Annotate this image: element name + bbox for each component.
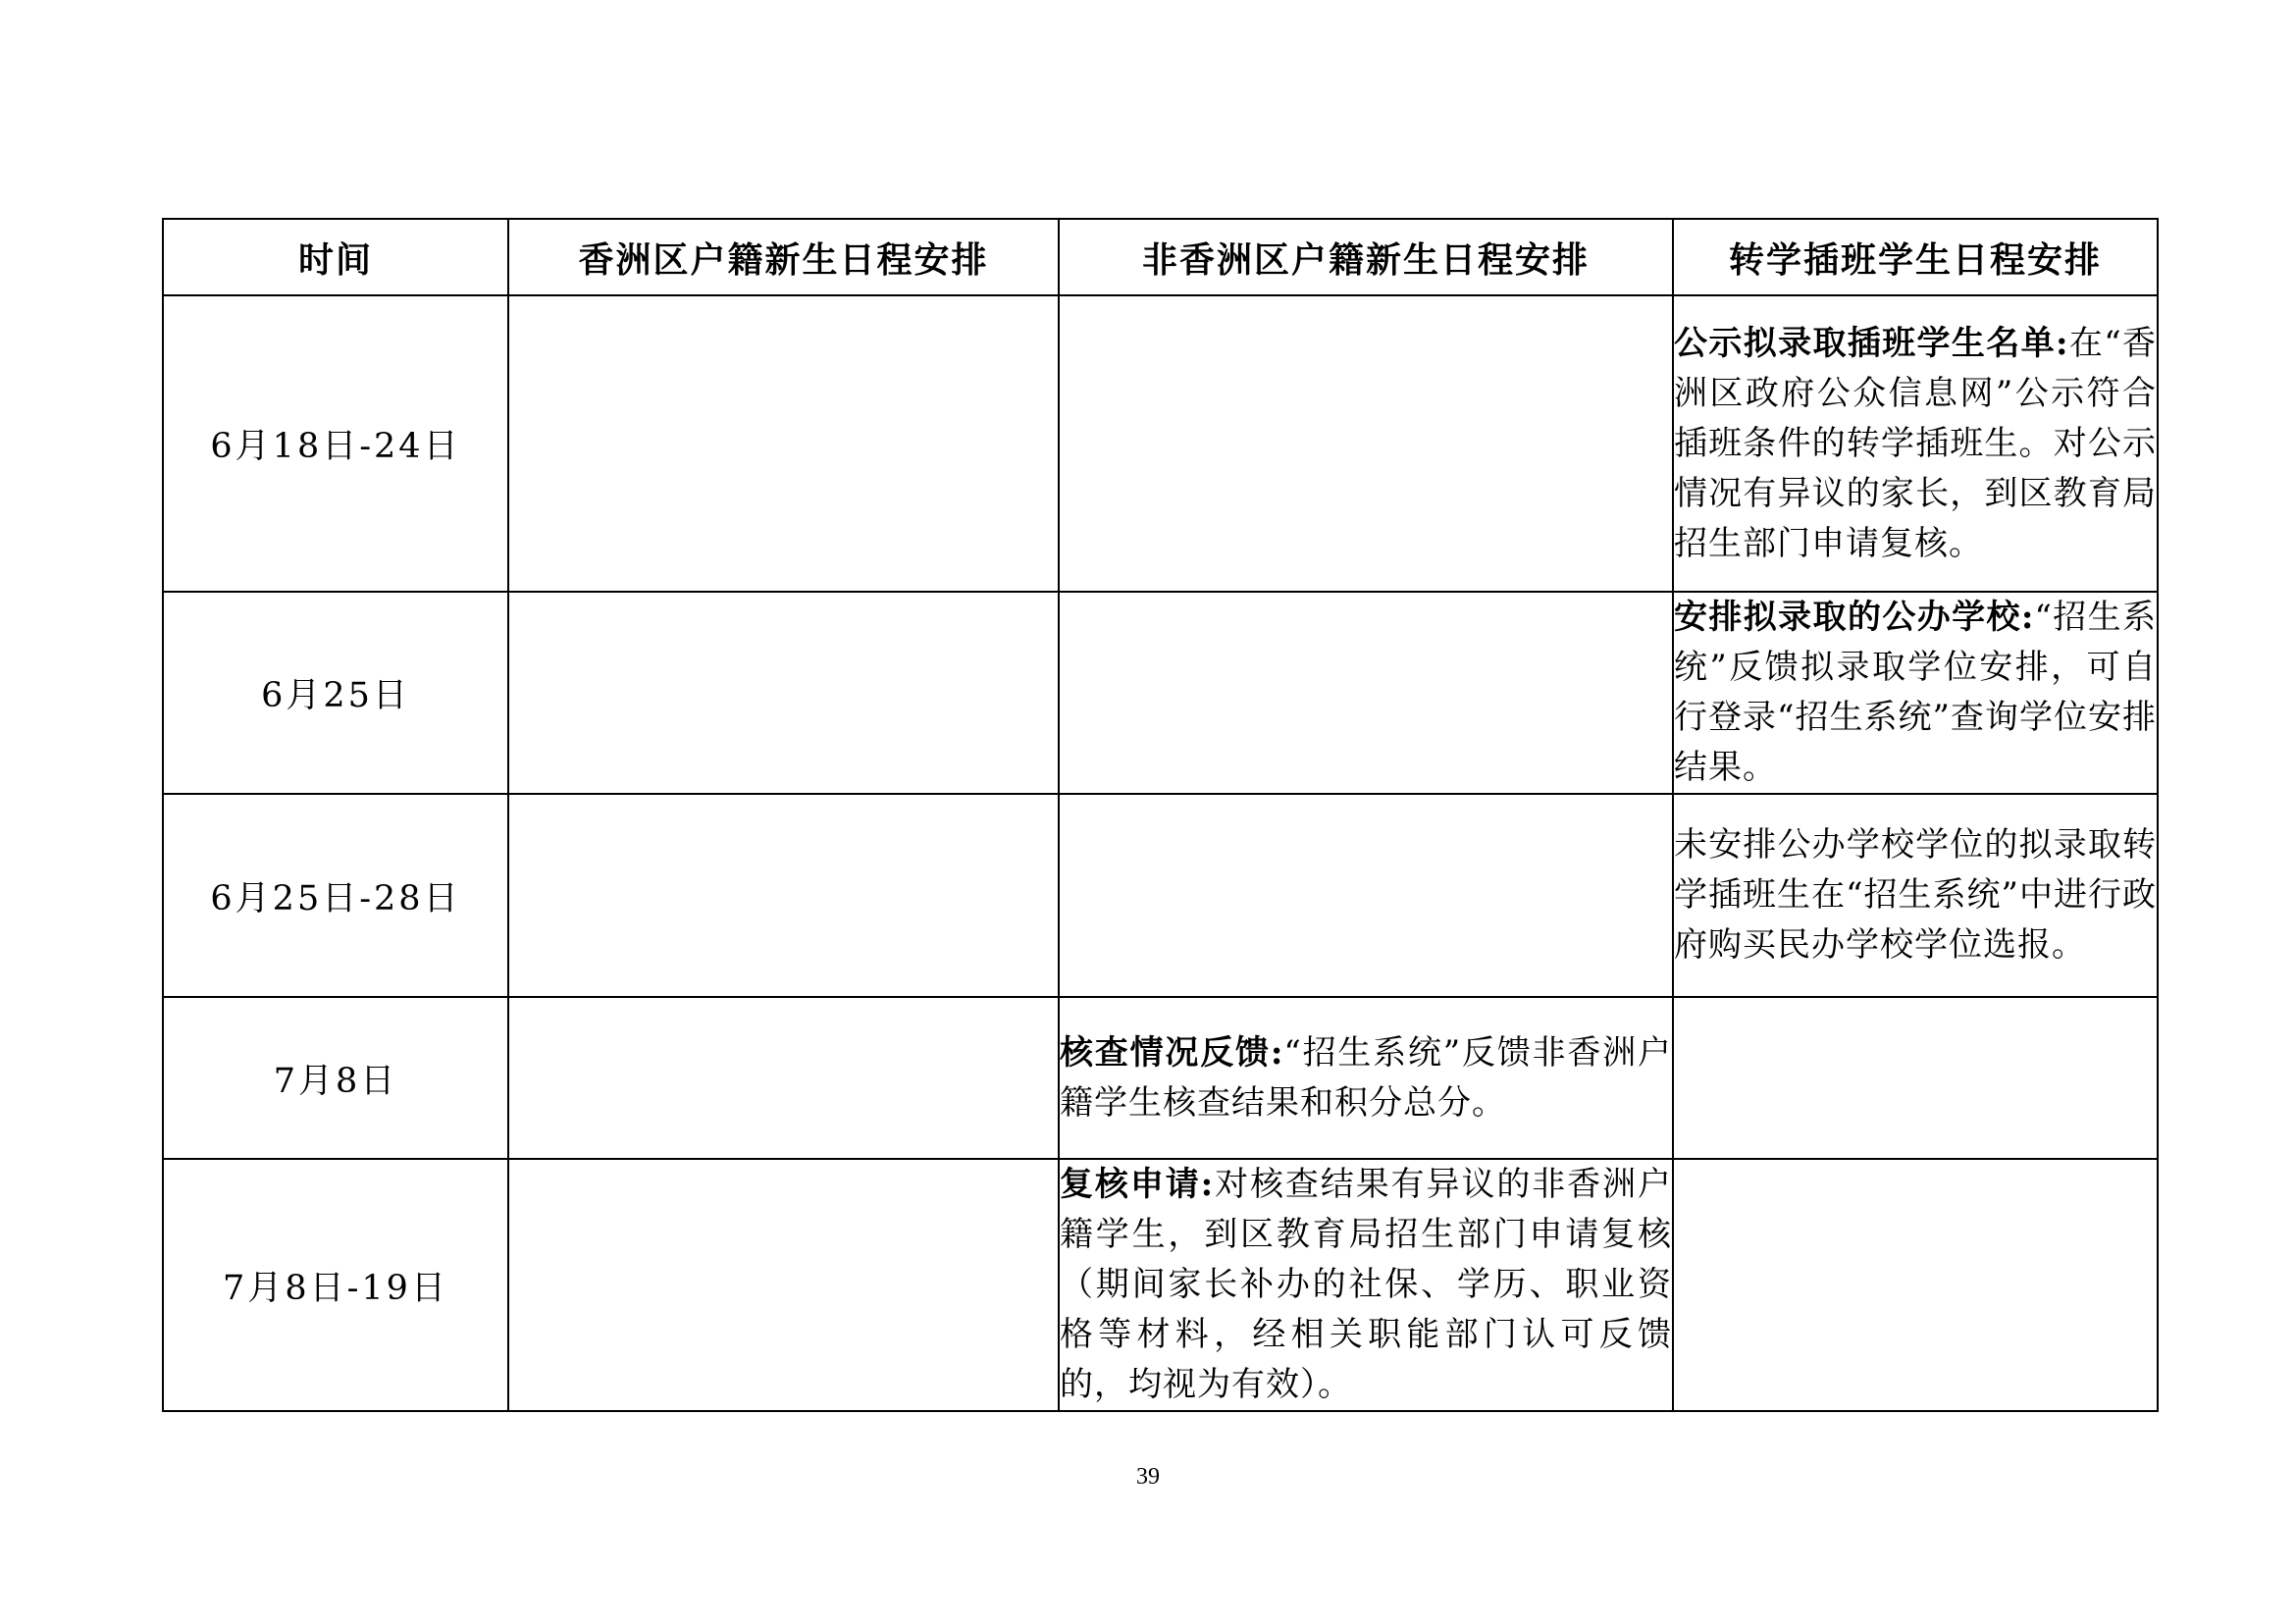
table-row bbox=[163, 1159, 2158, 1411]
cell-body: “招生系统”反馈非香洲户籍学生核查结果和积分总分。 bbox=[1060, 1032, 1673, 1123]
header-row bbox=[163, 219, 2158, 295]
transfer-cell bbox=[1673, 592, 2158, 794]
table-row bbox=[163, 295, 2158, 592]
nonlocal-cell bbox=[1059, 1159, 1673, 1411]
header-time: 时间 bbox=[163, 219, 508, 295]
transfer-cell bbox=[1673, 997, 2158, 1159]
header-transfer: 转学插班学生日程安排 bbox=[1673, 219, 2158, 295]
transfer-cell bbox=[1673, 295, 2158, 592]
header-local: 香洲区户籍新生日程安排 bbox=[508, 219, 1059, 295]
cell-body: 对核查结果有异议的非香洲户籍学生，到区教育局招生部门申请复核（期间家长补办的社保、学历、职业资格等材料，经相关职能部门认可反馈的，均视为有效）。 bbox=[1060, 1165, 1672, 1404]
time-cell: 7月8日 bbox=[163, 997, 508, 1159]
local-cell bbox=[508, 592, 1059, 794]
nonlocal-cell bbox=[1059, 295, 1673, 592]
local-cell bbox=[508, 794, 1059, 997]
table-row bbox=[163, 592, 2158, 794]
local-cell bbox=[508, 1159, 1059, 1411]
cell-body: 未安排公办学校学位的拟录取转学插班生在“招生系统”中进行政府购买民办学校学位选报。 bbox=[1674, 825, 2157, 965]
transfer-cell bbox=[1673, 794, 2158, 997]
cell-body: “招生系统”反馈拟录取学位安排，可自行登录“招生系统”查询学位安排结果。 bbox=[1674, 598, 2157, 787]
time-cell: 6月25日-28日 bbox=[163, 794, 508, 997]
cell-title: 公示拟录取插班学生名单: bbox=[1674, 323, 2069, 363]
cell-title: 核查情况反馈: bbox=[1060, 1032, 1284, 1073]
nonlocal-cell bbox=[1059, 592, 1673, 794]
cell-title: 复核申请: bbox=[1060, 1165, 1215, 1204]
table-row bbox=[163, 997, 2158, 1159]
time-cell: 6月18日-24日 bbox=[163, 295, 508, 592]
time-cell: 6月25日 bbox=[163, 592, 508, 794]
nonlocal-cell bbox=[1059, 794, 1673, 997]
header-nonlocal: 非香洲区户籍新生日程安排 bbox=[1059, 219, 1673, 295]
transfer-cell bbox=[1673, 1159, 2158, 1411]
local-cell bbox=[508, 295, 1059, 592]
cell-body: 在“香洲区政府公众信息网”公示符合插班条件的转学插班生。对公示情况有异议的家长，到区教育局招生部门申请复核。 bbox=[1674, 323, 2157, 563]
cell-title: 安排拟录取的公办学校: bbox=[1674, 598, 2035, 637]
local-cell bbox=[508, 997, 1059, 1159]
time-cell: 7月8日-19日 bbox=[163, 1159, 508, 1411]
nonlocal-cell bbox=[1059, 997, 1673, 1159]
schedule-table bbox=[162, 218, 2159, 1412]
table-row bbox=[163, 794, 2158, 997]
page-number: 39 bbox=[1136, 1464, 1160, 1490]
